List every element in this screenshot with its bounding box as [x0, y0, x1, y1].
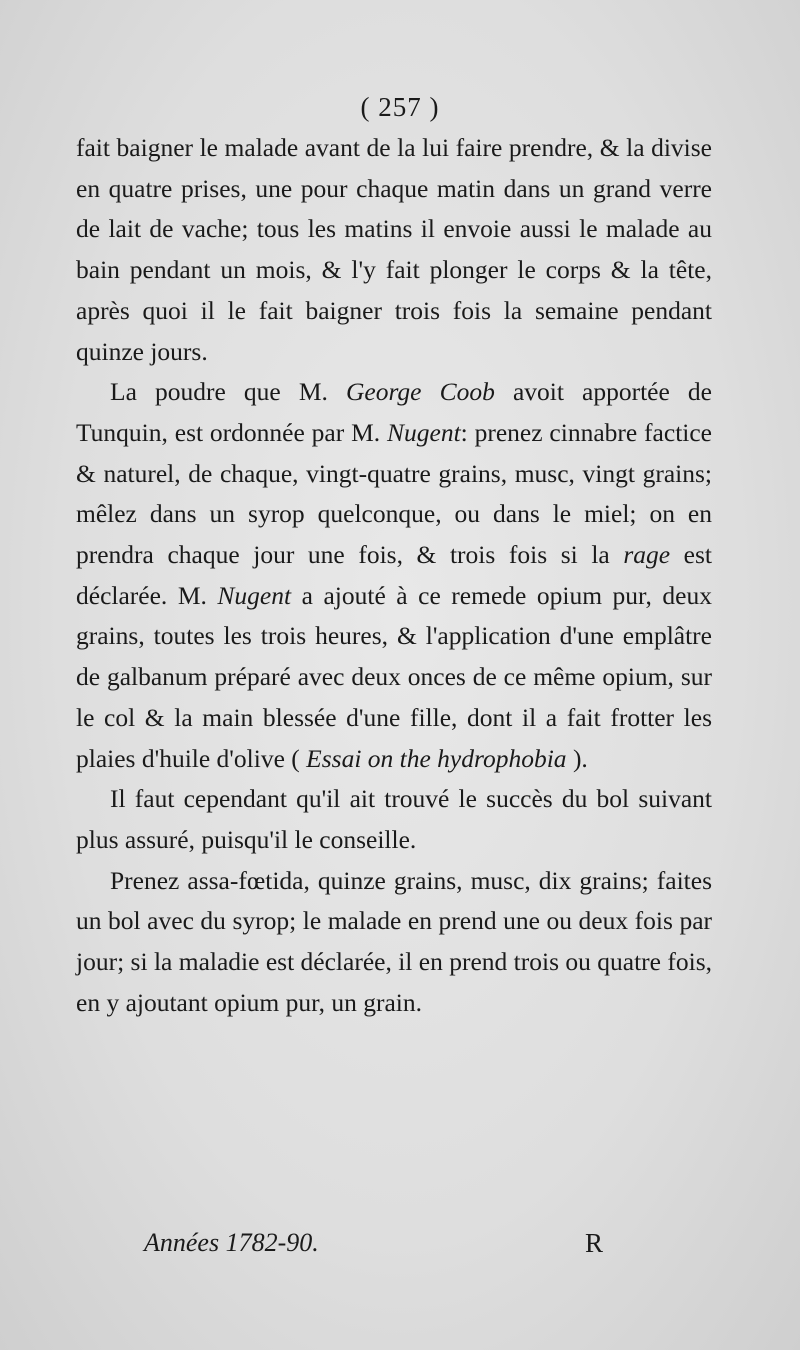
text-run: est déclarée. M.: [76, 540, 712, 610]
paragraph-continuation: fait baigner le malade avant de la lui faire prendre, & la divise en quatre prises, une pour chaque matin dans un grand verre de lait de vache; tous les matins il envoie aussi le malade au bain pendant un mois, & l'y fait plonger le corps & la tête, après quoi il le fait baigner trois fois la semaine pendant quinze jours.: [76, 133, 712, 366]
person-name-nugent-2: Nugent: [217, 580, 292, 610]
paragraph-succes: Il faut cependant qu'il ait trouvé le succès du bol suivant plus assuré, puisqu'il le conseille.: [76, 784, 712, 854]
text-run: ).: [566, 743, 588, 773]
text-run: a ajouté à ce remede opium pur, deux grains, toutes les trois heures, & l'application d'une emplâtre de galbanum préparé avec deux onces de ce même opium, sur le col & la main blessée d'une fille, dont il a fait frotter les plaies d'huile d'olive (: [76, 580, 712, 773]
signature-mark: R: [585, 1228, 604, 1258]
body-text: [76, 128, 712, 1023]
text-run: La poudre que M.: [110, 377, 346, 407]
text-run: : prenez cinnabre factice & naturel, de chaque, vingt-quatre grains, musc, vingt grains; mêlez dans un syrop quelconque, ou dans le miel; on en prendra chaque jour une fois, & trois fois si la: [76, 417, 712, 570]
person-name-nugent: Nugent: [387, 417, 461, 447]
person-name-coob: George Coob: [345, 377, 495, 407]
book-title-essai: Essai on the hydrophobia: [306, 743, 567, 773]
page-number: ( 257 ): [360, 92, 440, 122]
term-rage: rage: [623, 540, 671, 570]
text-run: avoit apportée de Tunquin, est ordonnée par M.: [76, 377, 712, 447]
paragraph-poudre: [76, 372, 712, 779]
paragraph-prenez: Prenez assa-fœtida, quinze grains, musc, dix grains; faites un bol avec du syrop; le malade en prend une ou deux fois par jour; si la maladie est déclarée, il en prend trois ou quatre fois, en y ajoutant opium pur, un grain.: [76, 865, 712, 1017]
running-title: Années 1782-90.: [144, 1228, 319, 1257]
